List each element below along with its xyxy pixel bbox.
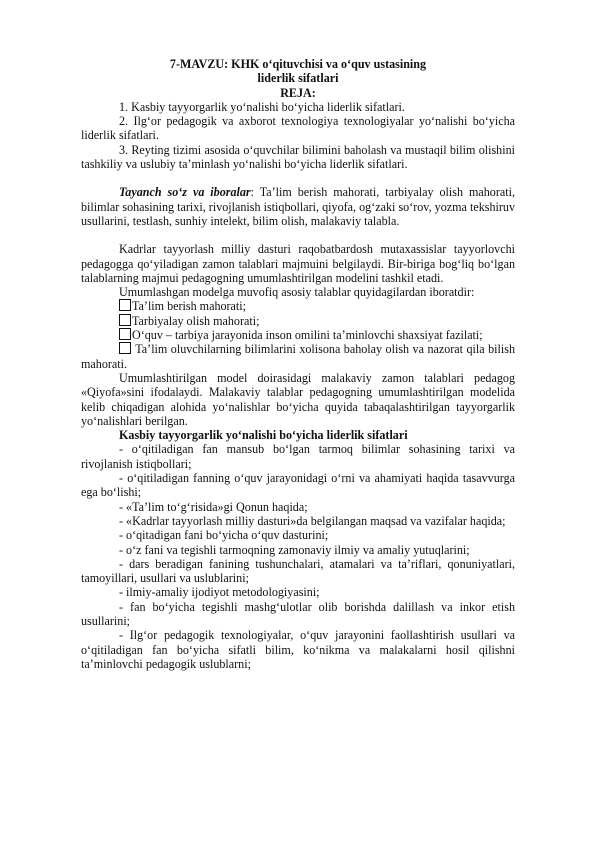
list-item: - o‘z fani va tegishli tarmoqning zamonaviy ilmiy va amaliy yutuqlarini; — [119, 542, 470, 557]
list-item: - «Kadrlar tayyorlash milliy dasturi»da belgilangan maqsad va vazifalar haqida; — [119, 513, 506, 528]
checklist-item — [81, 299, 515, 313]
checklist-item — [81, 328, 515, 342]
list-item: - fan bo‘yicha tegishli mashg‘ulotlar olib borishda dalillash va inkor etish usullarini; — [81, 599, 515, 628]
list-item: - «Ta’lim to‘g‘risida»gi Qonun haqida; — [119, 499, 308, 514]
checkbox-icon — [119, 328, 131, 340]
checklist-item — [81, 314, 515, 328]
list-item: - o‘qitadigan fani bo‘yicha o‘quv dasturini; — [119, 528, 329, 543]
checklist-text: O‘quv – tarbiya jarayonida inson omilini ta’minlovchi shaxsiyat fazilati; — [132, 328, 483, 343]
list-item: - o‘qitiladigan fan mansub bo‘lgan tarmoq bilimlar sohasining tarixi va rivojlanish istiqbollari; — [81, 442, 515, 471]
list-item: - Ilg‘or pedagogik texnologiyalar, o‘quv jarayonini faollashtirish usullari va o‘qitiladigan fan bo‘yicha sifatli bilim, ko‘nikma va malakalarni hosil qilishni ta’minlovchi pedagogik uslublarni; — [81, 628, 515, 671]
keywords-paragraph — [81, 185, 515, 228]
checklist-text: Ta’lim oluvchilarning bilimlarini xolisona baholay olish va nazorat qila bilish mahorati. — [81, 342, 515, 371]
list-item: - ilmiy-amaliy ijodiyot metodologiyasini; — [119, 585, 320, 600]
keywords-text: : Ta’lim berish mahorati, tarbiyalay olish mahorati, bilimlar sohasining tarixi, rivojlanish istiqbollari, qiyofa, og‘zaki so‘rov, yozma tekshiruv usullarini, testlash, sunhiy intelekt, bilim olish, malakaviy talabla. — [81, 185, 515, 228]
plan-heading: REJA: — [280, 85, 316, 100]
paragraph: Kadrlar tayyorlash milliy dasturi raqobatbardosh mutaxassislar tayyorlovchi pedagogga qo‘yiladigan zamon talablari majmuini belgilaydi. Bir-biriga bog‘liq bo‘lgan talablarning majmui pedagogning umumlashtirilgan modelini tashkil etadi. — [81, 242, 515, 285]
section-heading: Kasbiy tayyorgarlik yo‘nalishi bo‘yicha liderlik sifatlari — [119, 428, 408, 443]
checkbox-icon — [119, 299, 131, 311]
list-item: - dars beradigan fanining tushunchalari, atamalari va ta’riflari, qonuniyatlari, tamoyillari, usullari va uslublarini; — [81, 556, 515, 586]
plan-item: 3. Reyting tizimi asosida o‘quvchilar bilimini baholash va mustaqil bilim olishini tashkiliy va uslubiy ta’minlash yo‘nalishi bo‘yicha liderlik sifatlari. — [81, 142, 515, 172]
plan-item: 2. Ilg‘or pedagogik va axborot texnologiya texnologiyalar yo‘nalishi bo‘yicha liderlik sifatlari. — [81, 114, 515, 143]
keywords-label: Tayanch so‘z va iboralar — [119, 185, 251, 200]
checklist-text: Ta’lim berish mahorati; — [132, 299, 247, 314]
title-line-1: 7-MAVZU: KHK o‘qituvchisi va o‘quv ustasining — [169, 57, 427, 71]
checklist-item — [81, 342, 515, 371]
plan-item: 1. Kasbiy tayyorgarlik yo‘nalishi bo‘yicha liderlik sifatlari. — [119, 99, 405, 114]
title-line-2: liderlik sifatlari — [257, 71, 339, 86]
paragraph: Umumlashgan modelga muvofiq asosiy talablar quyidagilardan iboratdir: — [119, 285, 475, 300]
paragraph: Umumlashtirilgan model doirasidagi malakaviy zamon talablari pedagog «Qiyofa»sini ifodalaydi. Malakaviy talablar pedagogning umumlashtirilgan modelida kelib chiqadigan alohida yo‘nalishlar bo‘yicha quyida tabaqalashtirilgan tayyorgarlik yo‘nalishlari berilgan. — [81, 370, 515, 428]
page-title — [81, 57, 515, 100]
checklist-text: Tarbiyalay olish mahorati; — [132, 313, 260, 328]
checkbox-icon — [119, 314, 131, 326]
checkbox-icon — [119, 342, 131, 354]
list-item: - o‘qitiladigan fanning o‘quv jarayonidagi o‘rni va ahamiyati haqida tasavvurga ega bo‘lishi; — [81, 471, 515, 500]
